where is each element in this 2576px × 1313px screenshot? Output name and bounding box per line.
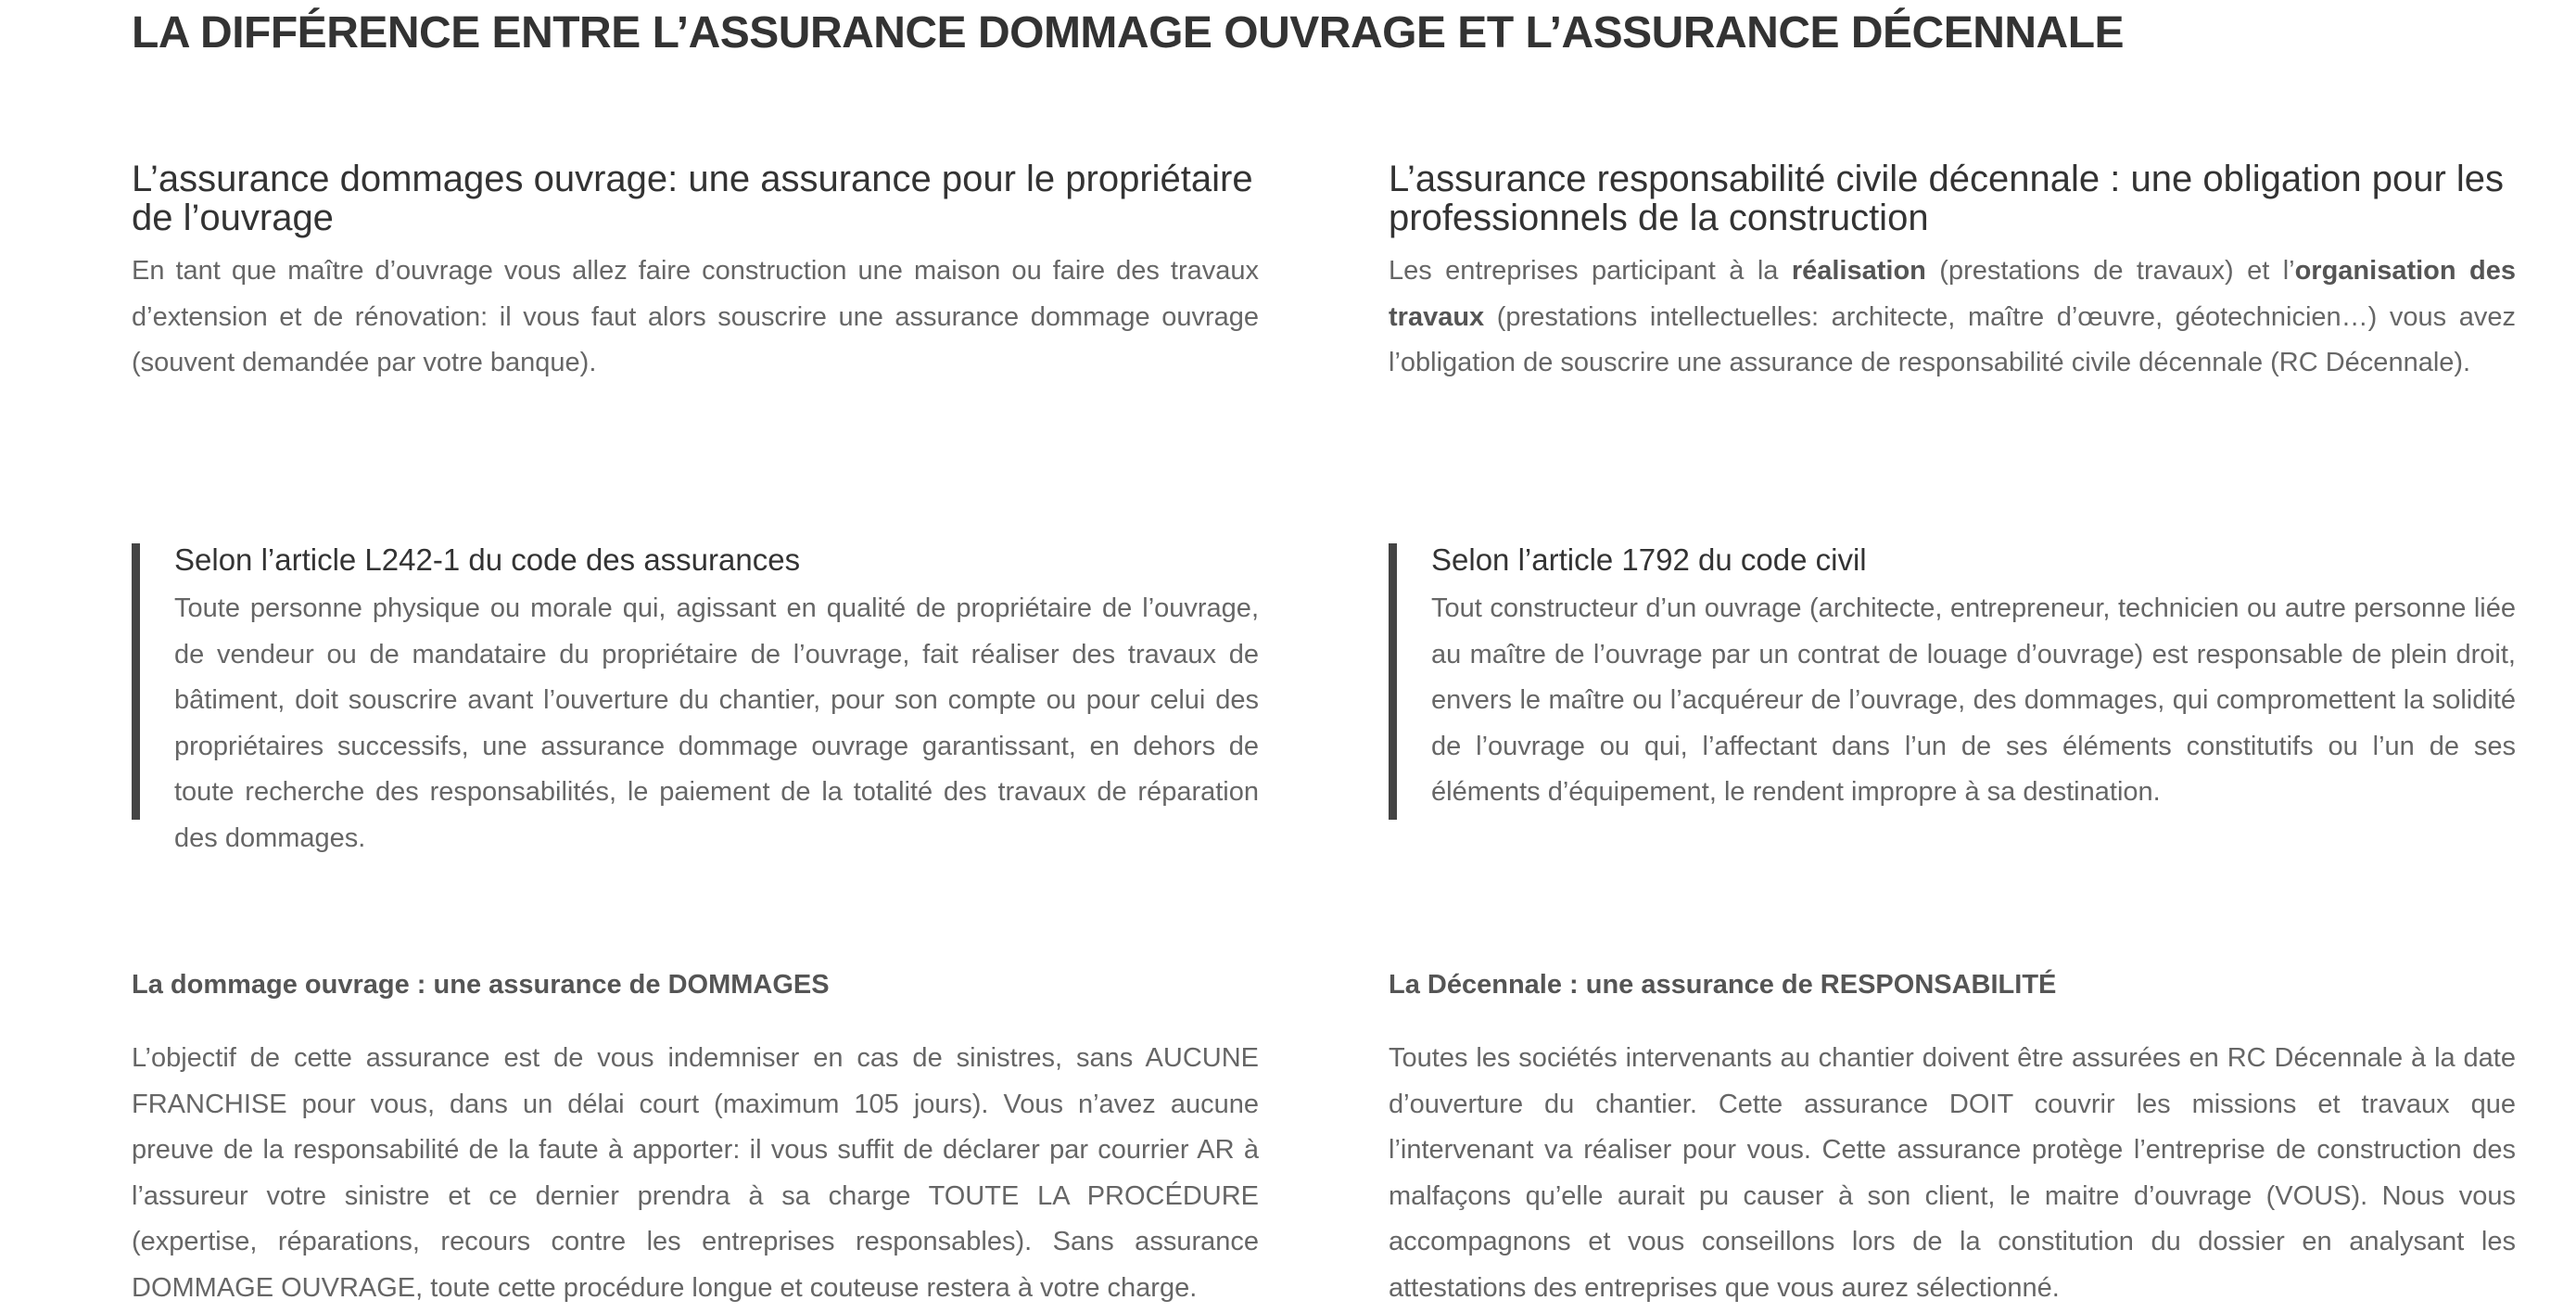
quote-l242-1-text: Toute personne physique ou morale qui, agissant en qualité de propriétaire de l’ouvrage, de vendeur ou de mandataire du propriétaire de l’ouvrage, fait réaliser des travaux de bâtiment, doit souscrire avant l’ouverture du chantier, pour son compte ou pour celui des propriétaires successifs, une assurance dommage ouvrage garantissant, en dehors de toute recherche des responsabilités, le paiement de la totalité des travaux de réparation des dommages. [174, 593, 1259, 853]
decennale-text [1389, 249, 2516, 387]
decennale-text-part3: (prestations intellectuelles: architecte, maître d’œuvre, géotechnicien…) vous avez l’obligation de souscrire une assurance de responsabilité civile décennale (RC Décennale). [1389, 301, 2516, 377]
quote-l242-1-heading: Selon l’article L242-1 du code des assurances [174, 542, 801, 577]
decennale-text-bold-organisation: organisation des travaux [1389, 256, 2516, 332]
decennale-detail-text: Toutes les sociétés intervenants au chantier doivent être assurées en RC Décennale à la date d’ouverture du chantier. Cette assurance DOIT couvrir les missions et travaux que l’intervenant va réaliser pour vous. Cette assurance protège l’entreprise de construction des malfaçons qu’elle aurait pu causer à son client, le maitre d’ouvrage (VOUS). Nous vous accompagnons et vous conseillons lors de la constitution du dossier en analysant les attestations des entreprises que vous aurez sélectionné. [1389, 1043, 2516, 1303]
quote-1792-heading: Selon l’article 1792 du code civil [1431, 542, 1867, 577]
decennale-text-bold-realisation: réalisation [1791, 256, 1926, 286]
decennale-text-part2: (prestations de travaux) et l’ [1925, 256, 2295, 286]
quote-article-1792 [1389, 543, 2516, 820]
dommage-ouvrage-heading: L’assurance dommages ouvrage: une assurance pour le propriétaire de l’ouvrage [132, 159, 1253, 238]
dommage-ouvrage-detail-text: L’objectif de cette assurance est de vous indemniser en cas de sinistres, sans AUCUNE FRANCHISE pour vous, dans un délai court (maximum 105 jours). Vous n’avez aucune preuve de la responsabilité de la faute à apporter: il vous suffit de déclarer par courrier AR à l’assureur votre sinistre et ce dernier prendra à sa charge TOUTE LA PROCÉDURE (expertise, réparations, recours contre les entreprises responsables). Sans assurance DOMMAGE OUVRAGE, toute cette procédure longue et couteuse restera à votre charge. [132, 1043, 1259, 1303]
page-title: LA DIFFÉRENCE ENTRE L’ASSURANCE DOMMAGE OUVRAGE ET L’ASSURANCE DÉCENNALE [132, 8, 2125, 57]
quote-article-l242-1 [132, 542, 1259, 853]
decennale-heading: L’assurance responsabilité civile décennale : une obligation pour les professionnels de la construction [1389, 159, 2505, 238]
quote-1792-text: Tout constructeur d’un ouvrage (architecte, entrepreneur, technicien ou autre personne liée au maître de l’ouvrage par un contrat de louage d’ouvrage) est responsable de plein droit, envers le maître ou l’acquéreur de l’ouvrage, des dommages, qui compromettent la solidité de l’ouvrage ou qui, l’affectant dans l’un de ses éléments constitutifs ou l’un de ses éléments d’équipement, le rendent impropre à sa destination. [1431, 593, 2516, 807]
decennale-detail-heading: La Décennale : une assurance de RESPONSABILITÉ [1389, 970, 2057, 1000]
decennale-text-part1: Les entreprises participant à la [1389, 256, 1792, 286]
decennale-detail [1389, 966, 2516, 1311]
dommage-ouvrage-detail-heading: La dommage ouvrage : une assurance de DOMMAGES [132, 970, 830, 1000]
dommage-ouvrage-text: En tant que maître d’ouvrage vous allez faire construction une maison ou faire des travaux d’extension et de rénovation: il vous faut alors souscrire une assurance dommage ouvrage (souvent demandée par votre banque). [132, 256, 1259, 377]
dommage-ouvrage-detail [132, 966, 1259, 1311]
dommage-ouvrage-intro [132, 159, 1259, 387]
decennale-intro [1389, 159, 2516, 387]
